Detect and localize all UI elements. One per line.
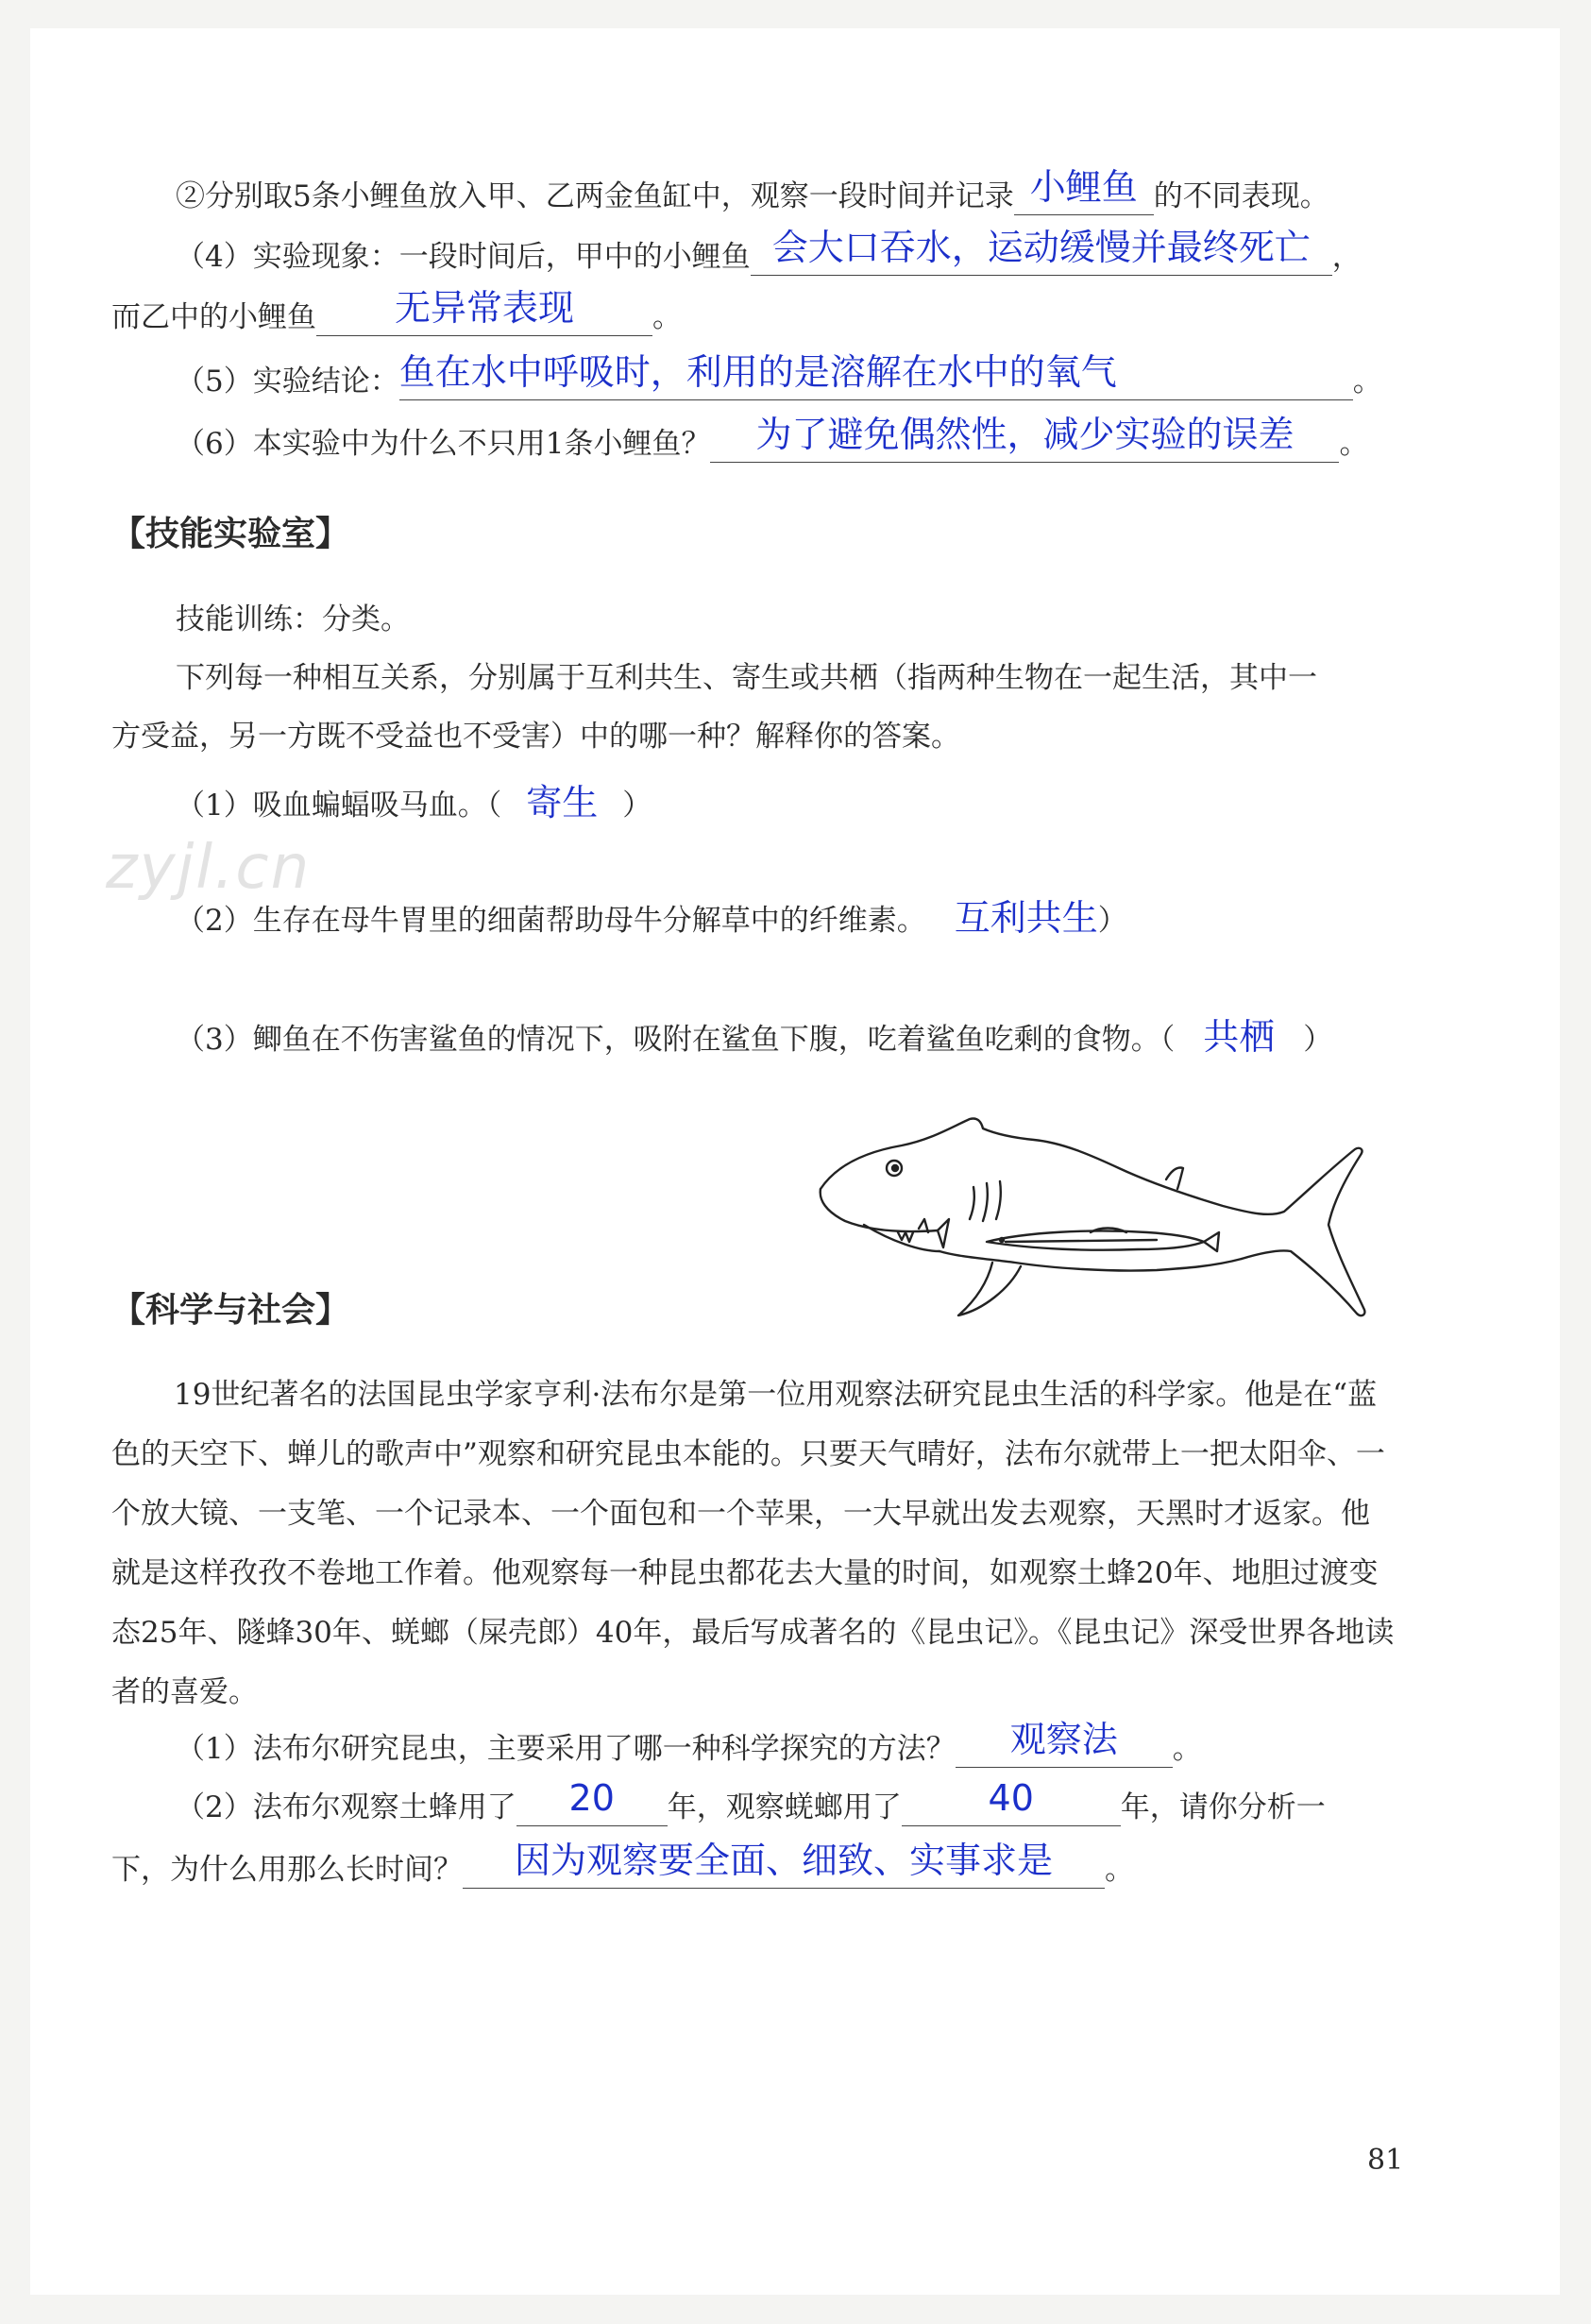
skills-question-1 bbox=[176, 784, 652, 824]
question-text-end: 年，请你分析一 bbox=[1120, 1790, 1326, 1824]
skills-intro: 技能训练：分类。 bbox=[176, 602, 410, 636]
question-text: （2）法布尔观察土蜂用了 bbox=[176, 1790, 516, 1824]
page-number: 81 bbox=[1367, 2144, 1404, 2177]
skills-prompt: 下列每一种相互关系，分别属于互利共生、寄生或共栖（指两种生物在一起生活，其中一 bbox=[176, 661, 1317, 695]
question-text-mid: 年，观察蜣螂用了 bbox=[667, 1790, 902, 1824]
question-text-end: ， bbox=[1331, 240, 1362, 274]
handwritten-answer: 为了避免偶然性，减少实验的误差 bbox=[755, 414, 1295, 455]
question-line-5 bbox=[176, 351, 1382, 400]
handwritten-answer: 寄生 bbox=[526, 782, 599, 823]
question-line-6 bbox=[176, 414, 1369, 463]
question-text-end: ） bbox=[1303, 1023, 1333, 1057]
skills-question-2 bbox=[176, 899, 1127, 940]
question-text-end: 。 bbox=[1105, 1853, 1134, 1887]
handwritten-answer: 因为观察要全面、细致、实事求是 bbox=[514, 1840, 1053, 1881]
question-text: ②分别取5条小鲤鱼放入甲、乙两金鱼缸中，观察一段时间并记录 bbox=[176, 179, 1014, 213]
answer-blank bbox=[398, 351, 1353, 400]
science-question-1 bbox=[176, 1719, 1202, 1768]
question-text: （3）鲫鱼在不伤害鲨鱼的情况下，吸附在鲨鱼下腹，吃着鲨鱼吃剩的食物。（ bbox=[176, 1023, 1176, 1057]
question-line-4 bbox=[176, 227, 1362, 276]
question-line-2 bbox=[176, 166, 1329, 215]
answer-blank bbox=[463, 1840, 1105, 1889]
question-text: （1）法布尔研究昆虫，主要采用了哪一种科学探究的方法？ bbox=[176, 1732, 956, 1766]
question-text-end: 。 bbox=[1352, 365, 1382, 399]
handwritten-answer: 互利共生 bbox=[954, 897, 1098, 939]
question-text: （1）吸血蝙蝠吸马血。（ bbox=[176, 789, 502, 823]
question-text: 而乙中的小鲤鱼 bbox=[111, 300, 316, 334]
answer-blank bbox=[710, 414, 1339, 463]
answer-blank bbox=[316, 287, 652, 336]
shark-illustration bbox=[807, 1100, 1393, 1327]
question-line-4-cont bbox=[111, 287, 682, 336]
handwritten-answer: 鱼在水中呼吸时，利用的是溶解在水中的氧气 bbox=[398, 351, 1117, 393]
handwritten-answer: 小鲤鱼 bbox=[1029, 166, 1138, 208]
section-heading-skills: 【技能实验室】 bbox=[111, 515, 350, 553]
answer-blank bbox=[751, 227, 1332, 276]
answer-blank-beetle-years bbox=[902, 1777, 1121, 1826]
question-text: （6）本实验中为什么不只用1条小鲤鱼？ bbox=[176, 427, 711, 461]
question-text-end: 。 bbox=[1339, 427, 1369, 461]
watermark-logo: zyjl.cn bbox=[106, 833, 312, 903]
handwritten-answer: 无异常表现 bbox=[394, 287, 574, 329]
question-text-end: ） bbox=[1097, 904, 1127, 938]
handwritten-answer: 观察法 bbox=[1009, 1719, 1118, 1760]
answer-blank-bee-years bbox=[516, 1777, 668, 1826]
question-text: 下，为什么用那么长时间？ bbox=[111, 1853, 463, 1887]
science-question-2-cont bbox=[111, 1840, 1134, 1889]
section-heading-science: 【科学与社会】 bbox=[111, 1291, 350, 1330]
handwritten-answer: 共栖 bbox=[1203, 1016, 1276, 1058]
science-question-2 bbox=[176, 1777, 1326, 1826]
question-text: （2）生存在母牛胃里的细菌帮助母牛分解草中的纤维素。 bbox=[176, 904, 926, 938]
fabre-paragraph: 19世纪著名的法国昆虫学家亨利·法布尔是第一位用观察法研究昆虫生活的科学家。他是在“蓝色的天空下、蝉儿的歌声中”观察和研究昆虫本能的。只要天气晴好，法布尔就带上一把太阳伞、一个放大镜、一支笔、一个记录本、一个面包和一个苹果，一大早就出发去观察，天黑时才返家。他就是这样孜孜不卷地工作着。他观察每一种昆虫都花去大量的时间，如观察土蜂20年、地胆过渡变态25年、隧蜂30年、蜣螂（屎壳郎）40年，最后写成著名的《昆虫记》。《昆虫记》深受世界各地读者的喜爱。 bbox=[111, 1378, 1395, 1709]
handwritten-answer: 40 bbox=[988, 1777, 1034, 1819]
answer-blank bbox=[956, 1719, 1173, 1768]
question-text: （5）实验结论： bbox=[176, 365, 399, 399]
handwritten-answer: 会大口吞水，运动缓慢并最终死亡 bbox=[771, 227, 1311, 268]
question-text-end: 。 bbox=[1172, 1732, 1202, 1766]
answer-blank bbox=[1014, 166, 1154, 215]
question-text: （4）实验现象：一段时间后，甲中的小鲤鱼 bbox=[176, 240, 751, 274]
question-text-end: 。 bbox=[652, 300, 682, 334]
skills-prompt-cont: 方受益，另一方既不受益也不受害）中的哪一种？解释你的答案。 bbox=[111, 720, 960, 754]
skills-question-3 bbox=[176, 1018, 1332, 1059]
handwritten-answer: 20 bbox=[568, 1777, 615, 1819]
question-text-end: ） bbox=[622, 789, 652, 823]
question-text-end: 的不同表现。 bbox=[1153, 179, 1329, 213]
